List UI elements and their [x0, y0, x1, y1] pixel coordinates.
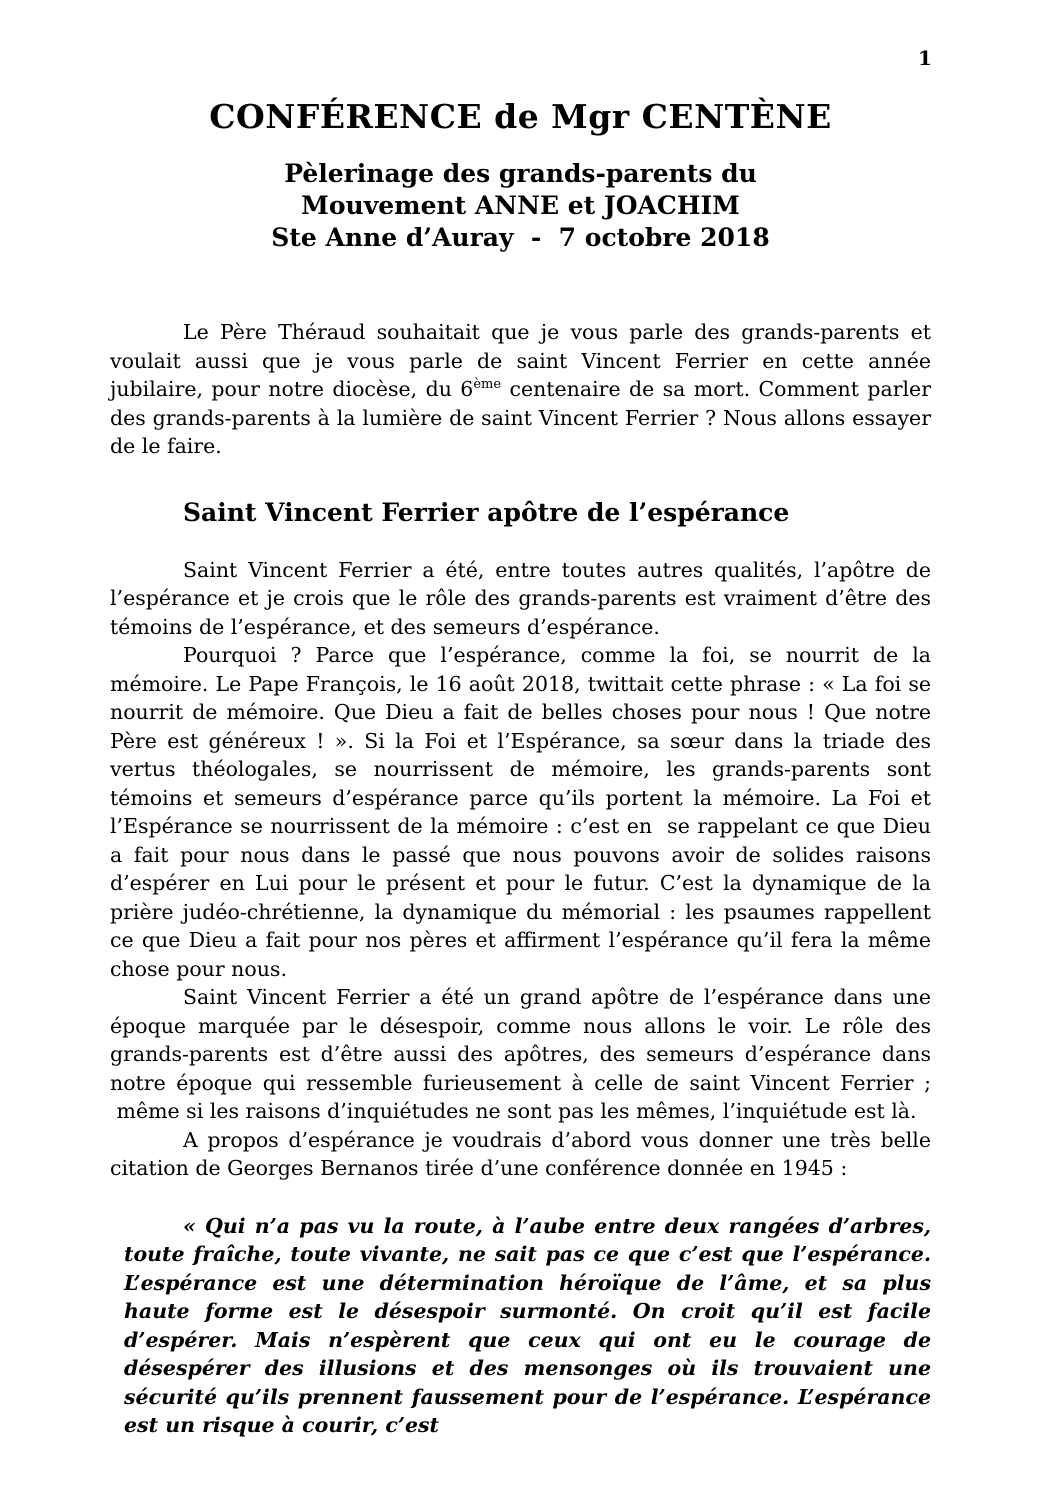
intro-text-before-superscript: Le Père Théraud souhaitait que je vous parle des grands-parents et voulait aussi que je vous parle de saint Vincent Ferrier en cette année jubilaire, pour notre diocèse, du 6: [110, 320, 931, 401]
subtitle-line-2: Mouvement ANNE et JOACHIM: [301, 191, 740, 220]
paragraph-saint-vincent-apotre: Saint Vincent Ferrier a été, entre toutes autres qualités, l’apôtre de l’espérance et je crois que le rôle des grands-parents est vraiment d’être des témoins de l’espérance, et des semeurs d’espérance.: [110, 557, 931, 639]
intro-text-after-superscript: centenaire de sa mort. Comment parler des grands-parents à la lumière de saint Vincent Ferrier ? Nous allons essayer de le faire.: [110, 377, 931, 458]
subtitle-line-1: Pèlerinage des grands-parents du: [284, 159, 757, 188]
document-title: CONFÉRENCE de Mgr CENTÈNE: [209, 97, 832, 136]
subtitle-line-3: Ste Anne d’Auray - 7 octobre 2018: [271, 223, 770, 252]
paragraph-citation-bernanos-intro: A propos d’espérance je voudrais d’abord vous donner une très belle citation de Georges Bernanos tirée d’une conférence donnée en 1945 :: [110, 1127, 931, 1180]
page-number: 1: [918, 46, 932, 70]
intro-paragraph: [110, 318, 931, 461]
section-heading: Saint Vincent Ferrier apôtre de l’espérance: [183, 497, 790, 527]
paragraph-pourquoi-memoire: Pourquoi ? Parce que l’espérance, comme la foi, se nourrit de la mémoire. Le Pape François, le 16 août 2018, twittait cette phrase : « La foi se nourrit de mémoire. Que Dieu a fait de belles choses pour nous ! Que notre Père est généreux ! ». Si la Foi et l’Espérance, sa sœur dans la triade des vertus théologales, se nourrissent de mémoire, les grands-parents sont témoins et semeurs d’espérance parce qu’ils portent la mémoire. La Foi et l’Espérance se nourrissent de la mémoire : c’est en se rappelant ce que Dieu a fait pour nous dans le passé que nous pouvons avoir de solides raisons d’espérer en Lui pour le présent et pour le futur. C’est la dynamique de la prière judéo-chrétienne, la dynamique du mémorial : les psaumes rappellent ce que Dieu a fait pour nos pères et affirment l’espérance qu’il fera la même chose pour nous.: [110, 643, 931, 981]
ordinal-superscript: ème: [473, 377, 502, 393]
paragraph-grand-apotre-epoque: Saint Vincent Ferrier a été un grand apôtre de l’espérance dans une époque marquée par le désespoir, comme nous allons le voir. Le rôle des grands-parents est d’être aussi des apôtres, des semeurs d’espérance dans notre époque qui ressemble furieusement à celle de saint Vincent Ferrier ; même si les raisons d’inquiétudes ne sont pas les mêmes, l’inquiétude est là.: [110, 985, 931, 1123]
document-subtitle: [110, 158, 931, 254]
bernanos-quote: « Qui n’a pas vu la route, à l’aube entre deux rangées d’arbres, toute fraîche, toute vivante, ne sait pas ce que c’est que l’espérance. L’espérance est une détermination héroïque de l’âme, et sa plus haute forme est le désespoir surmonté. On croit qu’il est facile d’espérer. Mais n’espèrent que ceux qui ont eu le courage de désespérer des illusions et des mensonges où ils trouvaient une sécurité qu’ils prennent faussement pour de l’espérance. L’espérance est un risque à courir, c’est: [124, 1213, 931, 1437]
